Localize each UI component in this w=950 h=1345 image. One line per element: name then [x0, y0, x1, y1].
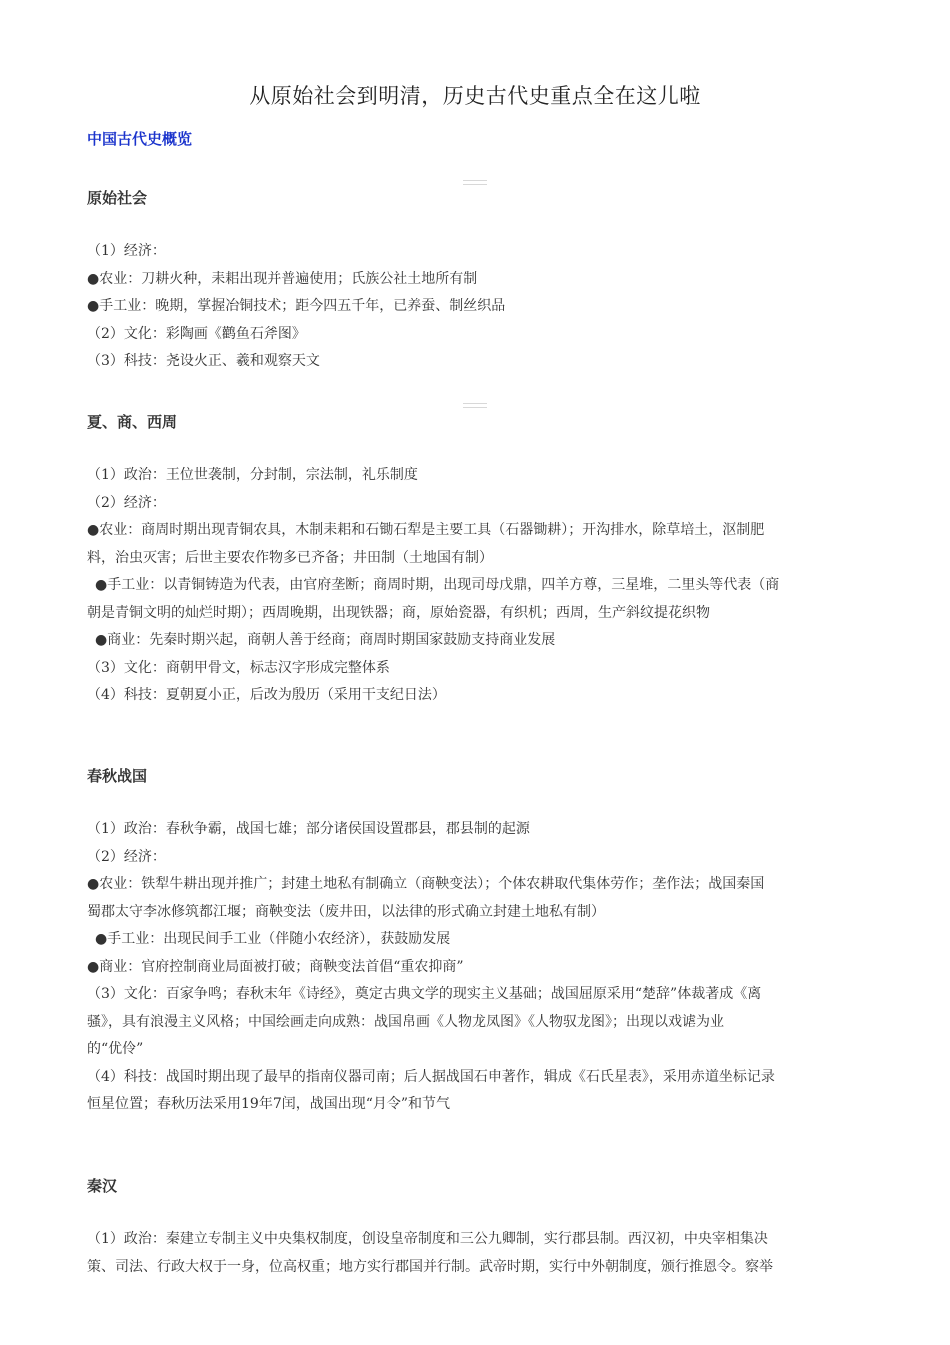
text-line: （4）科技：夏朝夏小正，后改为殷历（采用干支纪日法）	[87, 687, 446, 703]
heading-chunqiu-zhanguo: 春秋战国	[87, 767, 148, 785]
heading-xia-shang-zhou: 夏、商、西周	[87, 413, 178, 431]
section-primitive-body	[87, 238, 867, 376]
text-line: （2）经济：	[87, 494, 166, 511]
text-line: （1）政治：春秋争霸，战国七雄；部分诸侯国设置郡县，郡县制的起源	[87, 821, 530, 837]
text-line: （3）文化：百家争鸣；春秋末年《诗经》，奠定古典文学的现实主义基础；战国屈原采用“楚辞”体裁著成《离	[87, 986, 762, 1002]
text-line: ●手工业：晚期，掌握冶铜技术；距今四五千年，已养蚕、制丝织品	[87, 298, 506, 314]
overview-link[interactable]: 中国古代史概览	[87, 130, 193, 148]
text-line: （1）政治：秦建立专制主义中央集权制度，创设皇帝制度和三公九卿制，实行郡县制。西汉初，中央宰相集决	[87, 1231, 768, 1247]
text-line: ●农业：刀耕火种，耒耜出现并普遍使用；氏族公社土地所有制	[87, 270, 478, 287]
text-line: （3）科技：尧设火正、羲和观察天文	[87, 353, 320, 369]
text-line: 蜀郡太守李冰修筑都江堰；商鞅变法（废井田，以法律的形式确立封建土地私有制）	[87, 903, 605, 920]
section-divider	[463, 403, 487, 408]
text-line: （2）经济：	[87, 848, 166, 865]
heading-primitive: 原始社会	[87, 189, 148, 207]
text-line: 的“优伶”	[87, 1041, 144, 1057]
text-line: ●农业：铁犁牛耕出现并推广；封建土地私有制确立（商鞅变法）；个体农耕取代集体劳作；垄作法；战国秦国	[87, 876, 765, 892]
text-line: ●农业：商周时期出现青铜农具，木制耒耜和石锄石犁是主要工具（石器锄耕）；开沟排水，除草培土，沤制肥	[87, 522, 765, 538]
section-chunqiu-body	[87, 816, 867, 1119]
text-line: （2）文化：彩陶画《鹳鱼石斧图》	[87, 325, 306, 342]
text-line: ●商业：官府控制商业局面被打破；商鞅变法首倡“重农抑商”	[87, 958, 464, 975]
text-line: 朝是青铜文明的灿烂时期）；西周晚期，出现铁器；商，原始瓷器，有织机；西周，生产斜纹提花织物	[87, 604, 710, 621]
section-divider	[463, 180, 487, 185]
text-line: ●手工业：出现民间手工业（伴随小农经济），获鼓励发展	[95, 931, 451, 947]
text-line: 恒星位置；春秋历法采用19年7闰，战国出现“月令”和节气	[87, 1096, 451, 1112]
text-line: ●商业：先秦时期兴起，商朝人善于经商；商周时期国家鼓励支持商业发展	[95, 632, 556, 648]
text-line: （1）政治：王位世袭制，分封制，宗法制，礼乐制度	[87, 467, 418, 483]
text-line: 骚》，具有浪漫主义风格；中国绘画走向成熟：战国帛画《人物龙凤图》《人物驭龙图》；出现以戏谑为业	[87, 1013, 724, 1030]
heading-qinhan: 秦汉	[87, 1177, 118, 1195]
section-qinhan-body	[87, 1226, 867, 1281]
text-line: （3）文化：商朝甲骨文，标志汉字形成完整体系	[87, 659, 390, 676]
text-line: 策、司法、行政大权于一身，位高权重；地方实行郡国并行制。武帝时期，实行中外朝制度，颁行推恩令。察举	[87, 1258, 773, 1275]
text-line: （1）经济：	[87, 243, 166, 259]
text-line: 料，治虫灭害；后世主要农作物多已齐备；井田制（土地国有制）	[87, 549, 493, 566]
text-line: （4）科技：战国时期出现了最早的指南仪器司南；后人据战国石申著作，辑成《石氏星表》，采用赤道坐标记录	[87, 1068, 775, 1085]
text-line: ●手工业：以青铜铸造为代表，由官府垄断；商周时期，出现司母戊鼎，四羊方尊，三星堆，二里头等代表（商	[95, 577, 780, 593]
page-title: 从原始社会到明清，历史古代史重点全在这儿啦	[249, 84, 701, 108]
section-xia-body	[87, 462, 867, 710]
